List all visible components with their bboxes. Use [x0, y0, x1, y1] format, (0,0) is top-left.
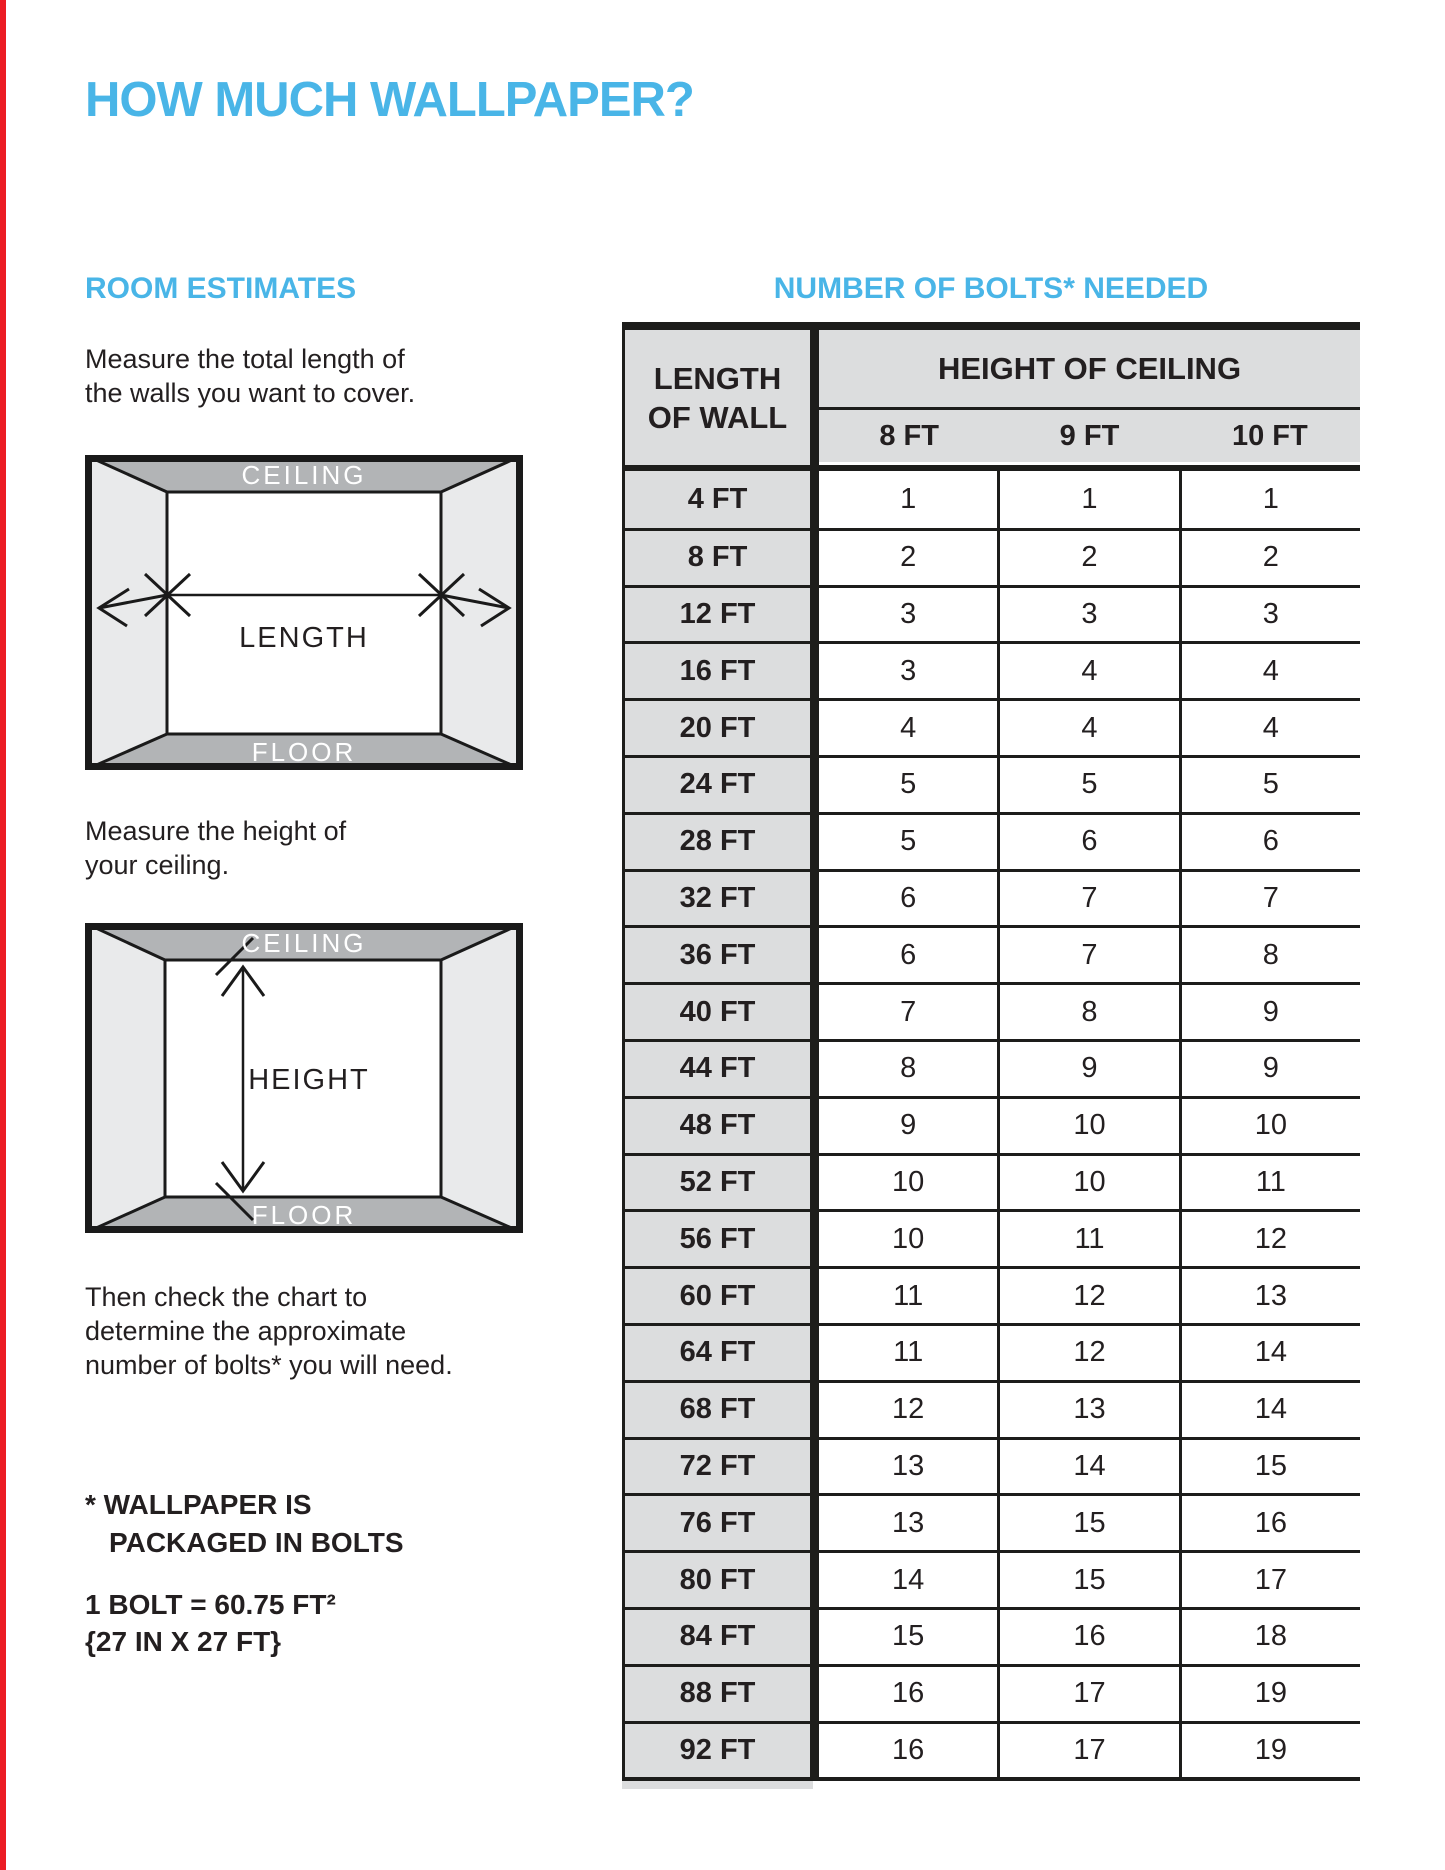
row-values [810, 531, 1360, 585]
footnote-line2: PACKAGED IN BOLTS [109, 1527, 404, 1558]
row-label-cell: 72 FT [622, 1440, 810, 1494]
row-values [810, 1099, 1360, 1153]
table-row [622, 869, 1360, 926]
right-wall [441, 923, 523, 1233]
value-cell: 7 [1179, 872, 1360, 926]
value-cell: 11 [893, 1336, 924, 1369]
row-label-cell: 20 FT [622, 701, 810, 755]
value-cell: 10 [997, 1156, 1178, 1210]
table-row [622, 755, 1360, 812]
table-row [622, 471, 1360, 528]
footnote-line1: * WALLPAPER IS [85, 1489, 312, 1520]
table-row [622, 1266, 1360, 1323]
table-row [622, 698, 1360, 755]
value-cell: 16 [892, 1733, 925, 1766]
row-values [810, 985, 1360, 1039]
row-values [810, 1269, 1360, 1323]
step2-instructions [85, 814, 346, 882]
value-cell: 14 [997, 1440, 1178, 1494]
value-cell: 11 [893, 1279, 924, 1312]
value-cell: 13 [892, 1506, 925, 1539]
value-cell: 9 [1179, 1042, 1360, 1096]
value-cell: 5 [900, 768, 917, 801]
row-label-cell: 64 FT [622, 1326, 810, 1380]
row-values [810, 928, 1360, 982]
row-values [810, 471, 1360, 528]
room-estimates-heading: ROOM ESTIMATES [85, 272, 357, 305]
corner-header-line1: LENGTH [653, 360, 782, 396]
table-header [622, 330, 1360, 471]
value-cell: 3 [900, 597, 917, 630]
value-cell: 8 [900, 1052, 917, 1085]
ceiling-label: CEILING [241, 460, 367, 490]
row-label-cell: 88 FT [622, 1667, 810, 1721]
value-cell: 8 [1179, 928, 1360, 982]
table-row [622, 1153, 1360, 1210]
value-cell: 9 [900, 1109, 917, 1142]
col-header-9ft: 9 FT [1059, 419, 1120, 452]
table-row [622, 1323, 1360, 1380]
bolt-table-body [622, 471, 1360, 1777]
table-row [622, 982, 1360, 1039]
table-row [622, 641, 1360, 698]
step2-line2: your ceiling. [85, 850, 230, 880]
row-label-cell: 48 FT [622, 1099, 810, 1153]
value-cell: 10 [892, 1165, 925, 1198]
value-cell: 11 [997, 1212, 1178, 1266]
height-of-ceiling-header: HEIGHT OF CEILING [819, 330, 1360, 410]
value-cell: 17 [997, 1667, 1178, 1721]
value-cell: 6 [900, 881, 917, 914]
row-values [810, 1326, 1360, 1380]
value-cell: 16 [892, 1677, 925, 1710]
row-label-cell: 32 FT [622, 872, 810, 926]
col-header-8ft: 8 FT [879, 419, 939, 452]
floor-label: FLOOR [251, 737, 357, 767]
value-cell: 14 [1179, 1326, 1360, 1380]
value-cell: 4 [997, 644, 1178, 698]
row-label-cell: 4 FT [622, 471, 810, 528]
step3-line1: Then check the chart to [85, 1282, 368, 1312]
row-values [810, 815, 1360, 869]
value-cell: 8 [997, 985, 1178, 1039]
value-cell: 7 [900, 995, 917, 1028]
value-cell: 4 [997, 701, 1178, 755]
table-row [622, 528, 1360, 585]
value-cell: 9 [1179, 985, 1360, 1039]
value-cell: 15 [997, 1496, 1178, 1550]
table-row [622, 1380, 1360, 1437]
length-label: LENGTH [239, 622, 369, 654]
row-values [810, 1496, 1360, 1550]
wallpaper-bolts-footnote [85, 1486, 404, 1562]
value-cell: 17 [997, 1724, 1178, 1778]
bolt-size-info [85, 1586, 336, 1660]
value-cell: 16 [997, 1610, 1178, 1664]
row-values [810, 1667, 1360, 1721]
value-cell: 9 [997, 1042, 1178, 1096]
step1-line2: the walls you want to cover. [85, 378, 416, 408]
value-cell: 13 [997, 1383, 1178, 1437]
table-row [622, 1607, 1360, 1664]
value-cell: 5 [997, 758, 1178, 812]
table-top-border [622, 322, 1360, 330]
value-cell: 6 [900, 938, 917, 971]
value-cell: 2 [900, 541, 917, 574]
col-header-10ft: 10 FT [1231, 419, 1308, 452]
value-cell: 10 [892, 1222, 925, 1255]
left-wall [85, 455, 167, 770]
page-title: HOW MUCH WALLPAPER? [85, 73, 694, 127]
height-label: HEIGHT [248, 1064, 370, 1096]
value-cell: 3 [1179, 588, 1360, 642]
value-cell: 17 [1179, 1553, 1360, 1607]
value-cell: 14 [892, 1563, 925, 1596]
value-cell: 19 [1179, 1724, 1360, 1778]
value-cell: 18 [1179, 1610, 1360, 1664]
value-cell: 4 [1179, 701, 1360, 755]
value-cell: 10 [997, 1099, 1178, 1153]
row-label-cell: 28 FT [622, 815, 810, 869]
value-cell: 7 [997, 928, 1178, 982]
floor-label: FLOOR [251, 1200, 357, 1230]
row-label-cell: 44 FT [622, 1042, 810, 1096]
row-values [810, 1610, 1360, 1664]
value-cell: 10 [1179, 1099, 1360, 1153]
left-wall [85, 923, 165, 1233]
table-row [622, 1039, 1360, 1096]
row-label-cell: 8 FT [622, 531, 810, 585]
value-cell: 4 [1179, 644, 1360, 698]
value-cell: 11 [1179, 1156, 1360, 1210]
row-values [810, 1212, 1360, 1266]
table-row [622, 585, 1360, 642]
value-cell: 14 [1179, 1383, 1360, 1437]
value-cell: 15 [997, 1553, 1178, 1607]
value-cell: 13 [1179, 1269, 1360, 1323]
value-cell: 1 [1179, 471, 1360, 528]
value-cell: 12 [892, 1393, 925, 1426]
corner-header-line2: OF WALL [647, 399, 788, 435]
row-values [810, 758, 1360, 812]
value-cell: 2 [997, 531, 1178, 585]
value-cell: 12 [997, 1326, 1178, 1380]
value-cell: 13 [892, 1449, 925, 1482]
row-label-cell: 76 FT [622, 1496, 810, 1550]
row-values [810, 701, 1360, 755]
row-values [810, 872, 1360, 926]
table-row [622, 1493, 1360, 1550]
length-of-wall-header [622, 330, 810, 465]
row-label-cell: 68 FT [622, 1383, 810, 1437]
back-wall [167, 492, 441, 734]
row-label-cell: 40 FT [622, 985, 810, 1039]
row-values [810, 1156, 1360, 1210]
value-cell: 6 [997, 815, 1178, 869]
row-label-cell: 52 FT [622, 1156, 810, 1210]
ceiling-height-columns [819, 410, 1360, 462]
row-values [810, 1553, 1360, 1607]
table-row [622, 1096, 1360, 1153]
row-values [810, 1042, 1360, 1096]
bolt-size-line1: 1 BOLT = 60.75 FT² [85, 1589, 336, 1620]
row-label-cell: 60 FT [622, 1269, 810, 1323]
row-label-cell: 84 FT [622, 1610, 810, 1664]
table-row [622, 1437, 1360, 1494]
row-values [810, 644, 1360, 698]
row-label-cell: 16 FT [622, 644, 810, 698]
row-values [810, 1440, 1360, 1494]
row-values [810, 1383, 1360, 1437]
table-row [622, 1550, 1360, 1607]
value-cell: 5 [1179, 758, 1360, 812]
row-label-cell: 80 FT [622, 1553, 810, 1607]
value-cell: 19 [1179, 1667, 1360, 1721]
row-values [810, 1724, 1360, 1778]
table-row [622, 925, 1360, 982]
step3-instructions [85, 1280, 453, 1382]
value-cell: 12 [1179, 1212, 1360, 1266]
step3-line3: number of bolts* you will need. [85, 1350, 453, 1380]
value-cell: 6 [1179, 815, 1360, 869]
left-accent-stripe [0, 0, 6, 1870]
value-cell: 1 [997, 471, 1178, 528]
label-column-tab [622, 1781, 813, 1789]
room-length-diagram [85, 455, 523, 770]
row-values [810, 588, 1360, 642]
value-cell: 15 [892, 1620, 925, 1653]
value-cell: 3 [997, 588, 1178, 642]
bolt-size-line2: {27 IN X 27 FT} [85, 1626, 282, 1657]
table-row [622, 1721, 1360, 1778]
value-cell: 4 [900, 711, 917, 744]
room-height-diagram [85, 923, 523, 1233]
value-cell: 7 [997, 872, 1178, 926]
table-row [622, 1209, 1360, 1266]
ceiling-height-header-group [810, 330, 1360, 465]
row-label-cell: 24 FT [622, 758, 810, 812]
bolts-needed-table [622, 322, 1360, 1789]
row-label-cell: 12 FT [622, 588, 810, 642]
value-cell: 2 [1179, 531, 1360, 585]
value-cell: 5 [900, 825, 917, 858]
row-label-cell: 56 FT [622, 1212, 810, 1266]
value-cell: 16 [1179, 1496, 1360, 1550]
step1-line1: Measure the total length of [85, 344, 405, 374]
step2-line1: Measure the height of [85, 816, 347, 846]
value-cell: 1 [900, 482, 917, 515]
step3-line2: determine the approximate [85, 1316, 407, 1346]
table-row [622, 1664, 1360, 1721]
right-wall [441, 455, 523, 770]
step1-instructions [85, 342, 415, 410]
value-cell: 3 [900, 654, 917, 687]
bolts-needed-heading: NUMBER OF BOLTS* NEEDED [773, 272, 1209, 305]
ceiling-label: CEILING [241, 928, 367, 958]
row-label-cell: 36 FT [622, 928, 810, 982]
table-row [622, 812, 1360, 869]
value-cell: 12 [997, 1269, 1178, 1323]
row-label-cell: 92 FT [622, 1724, 810, 1778]
value-cell: 15 [1179, 1440, 1360, 1494]
